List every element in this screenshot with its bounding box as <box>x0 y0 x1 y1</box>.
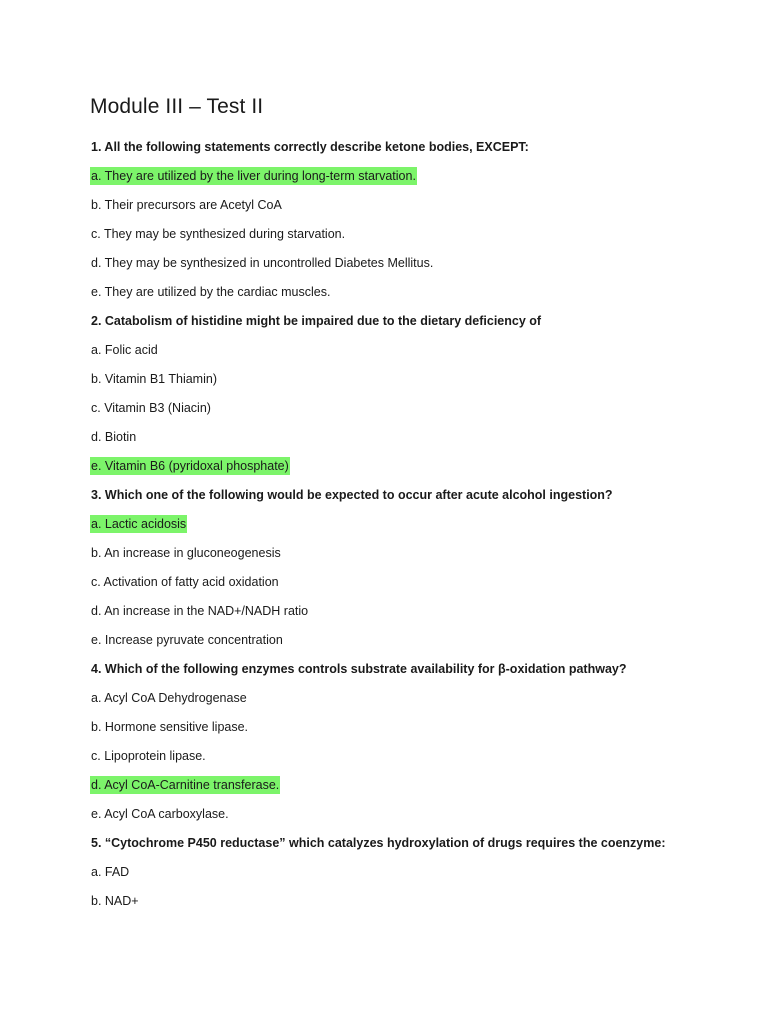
line-text: 1. All the following statements correctly describe ketone bodies, EXCEPT: <box>91 140 529 154</box>
line-text: e. Increase pyruvate concentration <box>91 633 283 647</box>
question-text <box>90 486 730 515</box>
answer-option <box>90 370 730 399</box>
answer-option-highlighted <box>90 515 730 544</box>
answer-option-highlighted <box>90 776 730 805</box>
line-text: d. They may be synthesized in uncontrolled Diabetes Mellitus. <box>91 256 434 270</box>
line-text: 4. Which of the following enzymes controls substrate availability for β-oxidation pathway? <box>91 662 627 676</box>
answer-option <box>90 863 730 892</box>
question-text <box>90 834 730 863</box>
question-text <box>90 138 730 167</box>
line-text: 2. Catabolism of histidine might be impaired due to the dietary deficiency of <box>91 314 542 328</box>
answer-option <box>90 399 730 428</box>
line-text: b. Hormone sensitive lipase. <box>91 720 249 734</box>
document-title: Module III – Test II <box>90 95 264 118</box>
answer-option <box>90 631 730 660</box>
answer-option <box>90 602 730 631</box>
line-text: c. Activation of fatty acid oxidation <box>91 575 279 589</box>
line-text: e. They are utilized by the cardiac muscles. <box>91 285 331 299</box>
line-text: d. Biotin <box>91 430 137 444</box>
answer-option <box>90 225 730 254</box>
line-text: e. Acyl CoA carboxylase. <box>91 807 229 821</box>
question-text <box>90 312 730 341</box>
answer-option <box>90 196 730 225</box>
line-text: c. They may be synthesized during starvation. <box>91 227 346 241</box>
line-text: b. An increase in gluconeogenesis <box>91 546 281 560</box>
line-text: c. Vitamin B3 (Niacin) <box>91 401 211 415</box>
answer-option <box>90 805 730 834</box>
line-text: 5. “Cytochrome P450 reductase” which catalyzes hydroxylation of drugs requires the coenzyme: <box>91 836 666 850</box>
line-text: a. Folic acid <box>91 343 158 357</box>
answer-option <box>90 428 730 457</box>
question-list <box>90 138 730 921</box>
answer-option <box>90 718 730 747</box>
answer-option <box>90 892 730 921</box>
line-text: a. They are utilized by the liver during long-term starvation. <box>91 169 416 183</box>
answer-option <box>90 747 730 776</box>
answer-option <box>90 283 730 312</box>
line-text: 3. Which one of the following would be expected to occur after acute alcohol ingestion? <box>91 488 613 502</box>
answer-option <box>90 341 730 370</box>
document-page <box>90 92 730 921</box>
line-text: a. Acyl CoA Dehydrogenase <box>91 691 247 705</box>
line-text: a. FAD <box>91 865 130 879</box>
question-text <box>90 660 730 689</box>
line-text: b. NAD+ <box>91 894 139 908</box>
answer-option <box>90 689 730 718</box>
line-text: c. Lipoprotein lipase. <box>91 749 206 763</box>
answer-option <box>90 573 730 602</box>
answer-option <box>90 544 730 573</box>
line-text: d. An increase in the NAD+/NADH ratio <box>91 604 309 618</box>
answer-option <box>90 254 730 283</box>
answer-option-highlighted <box>90 167 730 196</box>
line-text: b. Their precursors are Acetyl CoA <box>91 198 282 212</box>
line-text: d. Acyl CoA-Carnitine transferase. <box>91 778 280 792</box>
line-text: b. Vitamin B1 Thiamin) <box>91 372 217 386</box>
line-text: e. Vitamin B6 (pyridoxal phosphate) <box>91 459 289 473</box>
answer-option-highlighted <box>90 457 730 486</box>
line-text: a. Lactic acidosis <box>91 517 187 531</box>
